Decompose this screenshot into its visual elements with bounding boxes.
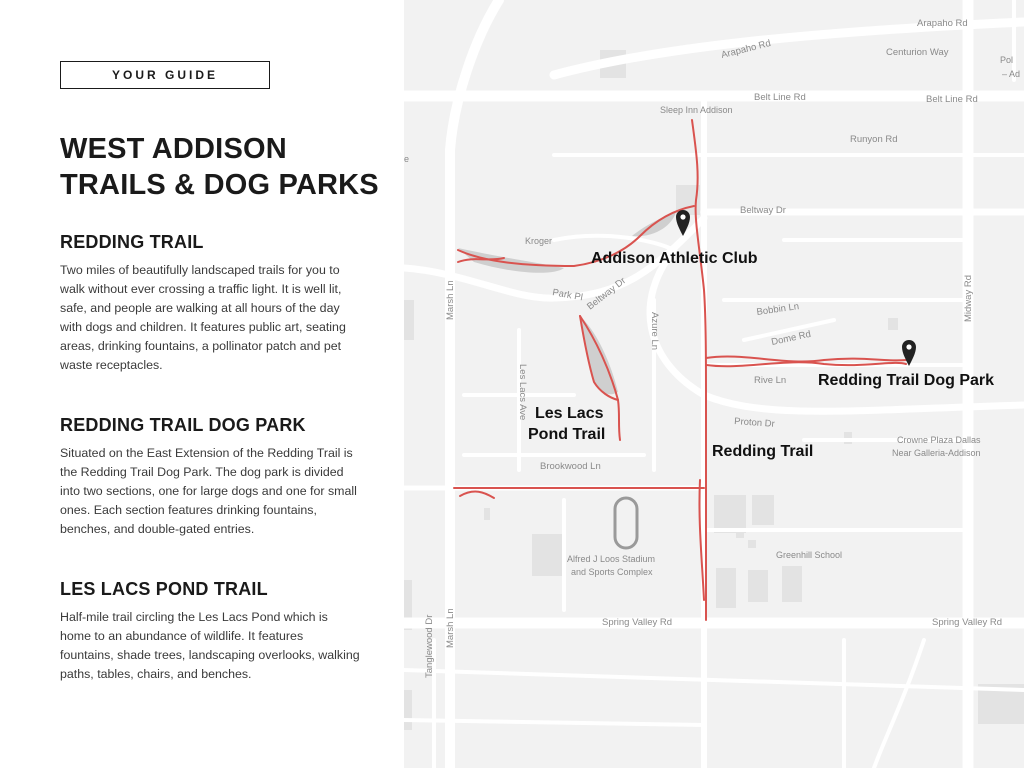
pond — [458, 248, 564, 273]
street-label-midway-road: Midway Rd — [963, 275, 974, 322]
poi-label-edge-left: e — [404, 154, 410, 164]
minor-road — [874, 640, 924, 768]
dog-park-marker[interactable] — [902, 340, 916, 366]
street-label-proton-drive: Proton Dr — [733, 416, 776, 430]
street-label-brookwood-lane: Brookwood Ln — [540, 461, 601, 472]
street-label-arapaho-west: Arapaho Rd — [720, 37, 772, 61]
street-label-beltway-drive-west: Beltway Dr — [585, 275, 629, 313]
street-label-azure-lane: Azure Ln — [649, 312, 660, 351]
street-label-centurion-way: Centurion Way — [886, 47, 949, 58]
place-label-redding-trail-dog-park: Redding Trail Dog Park — [818, 372, 995, 389]
poi-label-crowne-plaza-line-1: Crowne Plaza Dallas — [897, 435, 981, 445]
poi-label-stadium-line-1: Alfred J Loos Stadium — [567, 554, 656, 564]
redding-trail-east-extension[interactable] — [706, 356, 906, 361]
stadium-track — [615, 498, 637, 548]
street-label-belt-line-west: Belt Line Rd — [754, 92, 806, 103]
your-guide-tag: YOUR GUIDE — [60, 61, 270, 89]
section-les-lacs-pond-trail — [60, 578, 360, 684]
place-label-les-lacs-line-2: Pond Trail — [528, 426, 606, 443]
poi-label-edge-mid: – Ad — [1002, 69, 1021, 79]
place-label-redding-trail: Redding Trail — [712, 443, 814, 460]
street-label-marsh-lane-north: Marsh Ln — [445, 280, 456, 320]
building-block — [532, 534, 562, 576]
building-block — [484, 508, 490, 520]
street-label-tanglewood-drive: Tanglewood Dr — [424, 614, 435, 678]
street-label-rive-lane: Rive Ln — [754, 375, 787, 386]
building-block — [748, 540, 756, 548]
poi-label-sleep-inn: Sleep Inn Addison — [660, 105, 733, 115]
section-heading: REDDING TRAIL DOG PARK — [60, 415, 306, 435]
street-label-runyon-road: Runyon Rd — [850, 134, 898, 145]
place-label-addison-athletic-club: Addison Athletic Club — [591, 250, 758, 267]
section-body: Situated on the East Extension of the Redding Trail is the Redding Trail Dog Park. The dog park is divided into two sections, one for large dogs and one for small ones. Each section features drinking fountains, benches, and double-gated entries. — [60, 446, 357, 536]
street-label-les-lacs-avenue: Les Lacs Ave — [517, 364, 528, 421]
guide-panel — [0, 0, 404, 768]
map-panel[interactable] — [404, 0, 1024, 768]
building-block — [404, 690, 412, 730]
marsh-lane-north — [450, 0, 499, 150]
building-block — [782, 566, 802, 602]
section-heading: LES LACS POND TRAIL — [60, 579, 268, 599]
guide-title-line-1: WEST ADDISON — [60, 133, 287, 165]
street-label-beltway-drive-east: Beltway Dr — [740, 205, 786, 216]
building-block — [716, 568, 736, 608]
street-label-spring-valley-west: Spring Valley Rd — [602, 617, 673, 628]
poi-label-crowne-plaza-line-2: Near Galleria-Addison — [892, 448, 981, 458]
building-block — [748, 570, 768, 602]
building-block — [888, 318, 898, 330]
poi-label-stadium-line-2: and Sports Complex — [571, 567, 653, 577]
street-label-park-place: Park Pl — [551, 287, 584, 304]
minor-road — [554, 236, 674, 250]
map-canvas[interactable] — [404, 0, 1024, 768]
section-redding-trail — [60, 231, 360, 375]
place-label-les-lacs-line-1: Les Lacs — [535, 405, 604, 422]
building-block — [404, 300, 414, 340]
street-label-arapaho-east: Arapaho Rd — [917, 18, 968, 29]
street-label-spring-valley-east: Spring Valley Rd — [932, 617, 1003, 628]
poi-label-greenhill-school: Greenhill School — [776, 550, 843, 560]
minor-road — [404, 670, 1024, 690]
section-body: Half-mile trail circling the Les Lacs Pond which is home to an abundance of wildlife. It features fountains, shade trees, landscaping overlooks, walking paths, tables, chairs, and benches. — [60, 610, 360, 681]
trail-spur[interactable] — [460, 492, 494, 498]
street-label-bobbin-lane: Bobbin Ln — [755, 301, 800, 318]
section-heading: REDDING TRAIL — [60, 232, 204, 252]
section-body: Two miles of beautifully landscaped trails for you to walk without ever crossing a traffic light. It is well lit, safe, and people are walking at all hours of the day with dogs and children. It features public art, seating areas, drinking fountains, a pollinator patch and pet waste receptacles. — [60, 263, 346, 372]
section-redding-trail-dog-park — [60, 414, 360, 539]
poi-label-kroger: Kroger — [525, 236, 553, 246]
street-label-dome-road: Dome Rd — [770, 328, 812, 348]
guide-title — [60, 131, 390, 203]
street-label-belt-line-east: Belt Line Rd — [926, 94, 978, 105]
poi-label-edge-top: Pol — [1000, 55, 1014, 65]
building-block — [714, 495, 746, 533]
guide-title-line-2: TRAILS & DOG PARKS — [60, 169, 379, 201]
street-label-marsh-lane-south: Marsh Ln — [445, 608, 456, 648]
building-block — [752, 495, 774, 525]
